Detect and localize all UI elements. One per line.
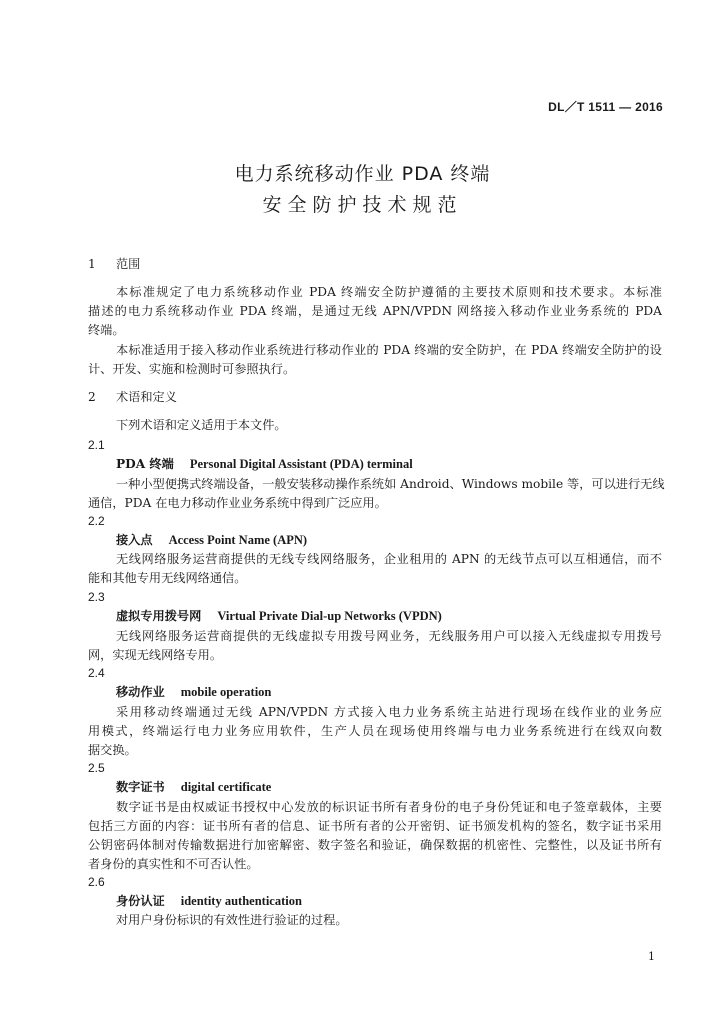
definition-line: 无线网络服务运营商提供的无线虚拟专用拨号网业务，无线服务用户可以接入无线虚拟专用拨号 bbox=[116, 629, 662, 643]
clause-number: 2.3 bbox=[88, 590, 105, 604]
term-cn: 移动作业 bbox=[116, 685, 165, 699]
section-heading-scope bbox=[88, 256, 140, 272]
term-title bbox=[116, 532, 307, 548]
definition-line: 通信，PDA 在电力移动作业业务系统中得到广泛应用。 bbox=[88, 496, 387, 510]
paragraph-line: 描述的电力系统移动作业 PDA 终端，是通过无线 APN/VPDN 网络接入移动作业业务系统的 PDA bbox=[88, 304, 662, 318]
term-en: Virtual Private Dial-up Networks (VPDN) bbox=[217, 609, 442, 623]
term-cn: 数字证书 bbox=[116, 780, 165, 794]
clause-number: 2.2 bbox=[88, 514, 105, 528]
definition-line: 公钥密码体制对传输数据进行加密解密、数字签名和验证，确保数据的机密性、完整性，以及证书所有 bbox=[88, 838, 662, 852]
definition-line: 能和其他专用无线网络通信。 bbox=[88, 571, 247, 585]
term-cn: 虚拟专用拨号网 bbox=[116, 609, 202, 623]
definition-line: 者身份的真实性和不可否认性。 bbox=[88, 857, 259, 871]
term-cn: PDA 终端 bbox=[116, 457, 174, 471]
section-number: 1 bbox=[88, 257, 96, 271]
term-en: identity authentication bbox=[180, 894, 302, 908]
paragraph-line: 计、开发、实施和检测时可参照执行。 bbox=[88, 362, 296, 376]
term-title bbox=[116, 684, 271, 700]
definition-line: 用模式，终端运行电力业务应用软件，生产人员在现场使用终端与电力业务系统进行在线双向数 bbox=[88, 724, 662, 738]
standard-code: DL／T 1511 — 2016 bbox=[548, 100, 663, 114]
section-title: 范围 bbox=[116, 257, 141, 271]
page-number: 1 bbox=[648, 950, 655, 963]
definition-line: 无线网络服务运营商提供的无线专线网络服务，企业租用的 APN 的无线节点可以互相通信，而不 bbox=[116, 552, 662, 566]
section-title: 术语和定义 bbox=[116, 390, 177, 404]
definition-line: 一种小型便携式终端设备，一般安装移动操作系统如 Android、Windows mobile 等，可以进行无线 bbox=[116, 477, 665, 491]
term-cn: 身份认证 bbox=[116, 894, 165, 908]
definition-line: 包括三方面的内容：证书所有者的信息、证书所有者的公开密钥、证书颁发机构的签名，数字证书采用 bbox=[88, 819, 662, 833]
clause-number: 2.6 bbox=[88, 875, 105, 889]
document-title-line2: 安全防护技术规范 bbox=[262, 194, 463, 216]
term-title bbox=[116, 779, 271, 795]
definition-line: 数字证书是由权威证书授权中心发放的标识证书所有者身份的电子身份凭证和电子签章载体，主要 bbox=[116, 800, 662, 814]
term-title bbox=[116, 893, 302, 909]
section-intro: 下列术语和定义适用于本文件。 bbox=[116, 418, 287, 432]
paragraph-line: 本标准适用于接入移动作业系统进行移动作业的 PDA 终端的安全防护，在 PDA 终端安全防护的设 bbox=[116, 343, 662, 357]
term-cn: 接入点 bbox=[116, 533, 153, 547]
term-en: Access Point Name (APN) bbox=[168, 533, 308, 547]
paragraph-line: 终端。 bbox=[88, 323, 125, 337]
term-title bbox=[116, 456, 413, 472]
definition-line: 据交换。 bbox=[88, 743, 137, 757]
document-title-line1: 电力系统移动作业 PDA 终端 bbox=[234, 163, 491, 185]
definition-line: 采用移动终端通过无线 APN/VPDN 方式接入电力业务系统主站进行现场在线作业的业务应 bbox=[116, 705, 662, 719]
term-title bbox=[116, 608, 442, 624]
section-number: 2 bbox=[88, 390, 96, 404]
definition-line: 网，实现无线网络专用。 bbox=[88, 648, 223, 662]
term-en: digital certificate bbox=[180, 780, 272, 794]
term-en: mobile operation bbox=[180, 685, 272, 699]
clause-number: 2.1 bbox=[88, 438, 105, 452]
term-en: Personal Digital Assistant (PDA) terminal bbox=[189, 457, 413, 471]
clause-number: 2.5 bbox=[88, 761, 105, 775]
clause-number: 2.4 bbox=[88, 666, 105, 680]
section-heading-terms bbox=[88, 389, 177, 405]
paragraph-line: 本标准规定了电力系统移动作业 PDA 终端安全防护遵循的主要技术原则和技术要求。本标准 bbox=[116, 285, 662, 299]
definition-line: 对用户身份标识的有效性进行验证的过程。 bbox=[116, 913, 348, 927]
